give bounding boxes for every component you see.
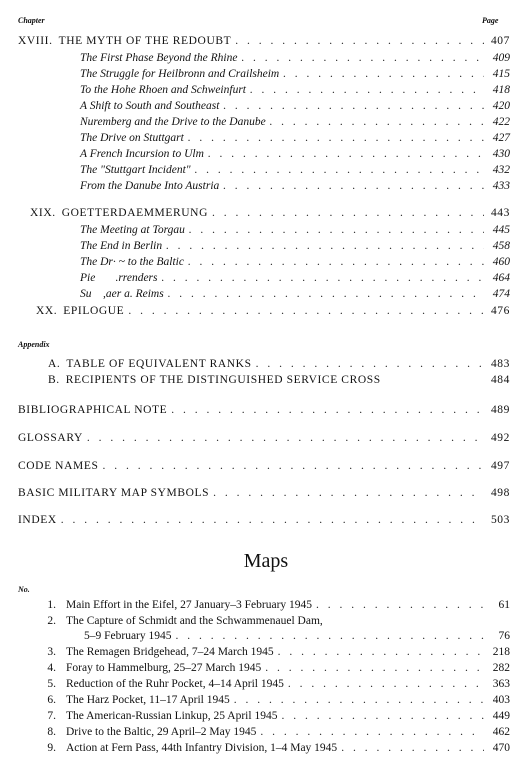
leader-dots (277, 709, 484, 723)
chapter-title: GOETTERDAEMMERUNG (61, 207, 208, 219)
back-matter-title: GLOSSARY (18, 432, 83, 444)
section-title: Nuremberg and the Drive to the Danube (80, 116, 266, 128)
map-number: 1. (47, 599, 56, 611)
toc-bibliographical-note[interactable] (18, 403, 510, 417)
page-number: 420 (492, 100, 510, 112)
back-matter-title: BASIC MILITARY MAP SYMBOLS (18, 487, 210, 499)
toc-glossary[interactable] (18, 431, 510, 445)
leader-dots (209, 486, 484, 500)
maps-heading: Maps (243, 550, 289, 572)
leader-dots (57, 513, 484, 527)
section-title: The Meeting at Torgau (80, 224, 185, 236)
leader-dots (184, 131, 484, 145)
toc-section[interactable] (80, 147, 510, 161)
page-number: 489 (490, 404, 510, 416)
back-matter-title: CODE NAMES (18, 460, 99, 472)
map-entry[interactable] (40, 614, 510, 628)
page-number: 458 (492, 240, 510, 252)
appendix-letter: B. (48, 374, 60, 386)
toc-map-symbols[interactable] (18, 486, 510, 500)
toc-chapter-18[interactable] (18, 34, 510, 48)
section-title: A Shift to South and Southeast (80, 100, 220, 112)
leader-dots (83, 431, 484, 445)
page-number: 476 (490, 305, 510, 317)
leader-dots (124, 304, 484, 318)
map-number: 7. (47, 710, 56, 722)
map-title: The Harz Pocket, 11–17 April 1945 (66, 694, 230, 706)
map-number: 3. (47, 646, 56, 658)
page-number: 422 (492, 116, 510, 128)
toc-chapter-19[interactable] (30, 206, 510, 220)
page-number: 61 (498, 599, 510, 611)
page-number: 484 (490, 374, 510, 386)
leader-dots (284, 677, 484, 691)
map-title: Reduction of the Ruhr Pocket, 4–14 April 1945 (66, 678, 284, 690)
page-number: 462 (492, 726, 510, 738)
toc-section[interactable] (80, 67, 510, 81)
map-entry[interactable] (40, 661, 510, 675)
toc-section[interactable] (80, 51, 510, 65)
leader-dots (185, 223, 484, 237)
page-number: 430 (492, 148, 510, 160)
page-number: 218 (492, 646, 510, 658)
map-number: 9. (47, 742, 56, 754)
leader-dots (246, 83, 484, 97)
page-number: 427 (492, 132, 510, 144)
page-number: 445 (492, 224, 510, 236)
leader-dots (158, 271, 484, 285)
page-number: 363 (492, 678, 510, 690)
map-title: Main Effort in the Eifel, 27 January–3 February 1945 (66, 599, 313, 611)
leader-dots (208, 206, 484, 220)
section-title: The First Phase Beyond the Rhine (80, 52, 238, 64)
leader-dots (312, 598, 484, 612)
toc-code-names[interactable] (18, 459, 510, 473)
toc-section[interactable] (80, 131, 510, 145)
toc-section[interactable] (80, 239, 510, 253)
section-title: The Drive on Stuttgart (80, 132, 184, 144)
map-title: Action at Fern Pass, 44th Infantry Division, 1–4 May 1945 (66, 742, 338, 754)
page-number: 407 (490, 35, 510, 47)
map-entry[interactable] (40, 693, 510, 707)
map-entry[interactable] (40, 709, 510, 723)
map-number: 2. (47, 615, 56, 627)
leader-dots (274, 645, 484, 659)
section-title: To the Hohe Rhoen and Schweinfurt (80, 84, 246, 96)
map-title: The Capture of Schmidt and the Schwammenauel Dam, (66, 615, 323, 627)
toc-section[interactable] (80, 83, 510, 97)
page-number: 282 (492, 662, 510, 674)
page-number: 415 (492, 68, 510, 80)
toc-index[interactable] (18, 513, 510, 527)
section-title: Pie .rrenders (80, 272, 158, 284)
map-number: 5. (47, 678, 56, 690)
page-number: 470 (492, 742, 510, 754)
page-number: 418 (492, 84, 510, 96)
toc-section[interactable] (80, 115, 510, 129)
section-title: Su ,aer a. Reims (80, 288, 164, 300)
page-column-label: Page (482, 16, 499, 25)
map-title-continued: 5–9 February 1945 (84, 630, 172, 642)
toc-section[interactable] (80, 287, 510, 301)
appendix-letter: A. (48, 358, 61, 370)
appendix-label: Appendix (18, 340, 50, 349)
map-entry[interactable] (40, 598, 510, 612)
section-title: The Struggle for Heilbronn and Crailsheim (80, 68, 280, 80)
leader-dots (219, 99, 484, 113)
map-entry[interactable] (40, 725, 510, 739)
leader-dots (266, 115, 484, 129)
page-number: 432 (492, 164, 510, 176)
leader-dots (237, 51, 484, 65)
leader-dots (219, 179, 484, 193)
section-title: A French Incursion to Ulm (80, 148, 204, 160)
page-number: 498 (490, 487, 510, 499)
page-number: 460 (492, 256, 510, 268)
leader-dots (279, 67, 484, 81)
map-entry-continuation[interactable] (84, 629, 510, 643)
leader-dots (184, 255, 484, 269)
map-entry[interactable] (40, 741, 510, 755)
section-title: The Dr· ~ to the Baltic (80, 256, 184, 268)
chapter-title: EPILOGUE (63, 305, 125, 317)
leader-dots (162, 239, 484, 253)
leader-dots (172, 629, 484, 643)
map-number: 4. (47, 662, 56, 674)
toc-section[interactable] (80, 223, 510, 237)
leader-dots (164, 287, 484, 301)
toc-section[interactable] (80, 163, 510, 177)
toc-section[interactable] (80, 271, 510, 285)
map-title: Foray to Hammelburg, 25–27 March 1945 (66, 662, 262, 674)
toc-section[interactable] (80, 99, 510, 113)
map-number: 8. (47, 726, 56, 738)
page-number: 403 (492, 694, 510, 706)
leader-dots (261, 661, 484, 675)
map-entry[interactable] (40, 645, 510, 659)
appendix-title: RECIPIENTS OF THE DISTINGUISHED SERVICE CROSS (65, 374, 381, 386)
toc-chapter-20[interactable] (36, 304, 510, 318)
chapter-number: XX. (36, 305, 58, 317)
map-number-label: No. (18, 585, 30, 594)
page-number: 474 (492, 288, 510, 300)
section-title: From the Danube Into Austria (80, 180, 220, 192)
map-title: Drive to the Baltic, 29 April–2 May 1945 (66, 726, 257, 738)
leader-dots (167, 403, 484, 417)
page-number: 483 (490, 358, 510, 370)
toc-section[interactable] (80, 255, 510, 269)
leader-dots (252, 357, 484, 371)
appendix-title: TABLE OF EQUIVALENT RANKS (66, 358, 252, 370)
page-number: 497 (490, 460, 510, 472)
map-number: 6. (47, 694, 56, 706)
page-number: 449 (492, 710, 510, 722)
page-number: 409 (492, 52, 510, 64)
chapter-column-label: Chapter (18, 16, 45, 25)
leader-dots (337, 741, 484, 755)
back-matter-title: INDEX (18, 514, 57, 526)
map-title: The Remagen Bridgehead, 7–24 March 1945 (66, 646, 274, 658)
map-title: The American-Russian Linkup, 25 April 1945 (66, 710, 278, 722)
page-number: 443 (490, 207, 510, 219)
section-title: The "Stuttgart Incident" (80, 164, 191, 176)
chapter-title: THE MYTH OF THE REDOUBT (58, 35, 232, 47)
back-matter-title: BIBLIOGRAPHICAL NOTE (18, 404, 168, 416)
page-number: 503 (490, 514, 510, 526)
leader-dots (230, 693, 484, 707)
page-number: 76 (498, 630, 510, 642)
page-number: 464 (492, 272, 510, 284)
leader-dots (98, 459, 484, 473)
chapter-number: XVIII. (18, 35, 53, 47)
leader-dots (231, 34, 484, 48)
toc-appendix-b[interactable] (48, 373, 510, 387)
chapter-number: XIX. (30, 207, 56, 219)
toc-section[interactable] (80, 179, 510, 193)
page-number: 492 (490, 432, 510, 444)
toc-appendix-a[interactable] (48, 357, 510, 371)
leader-dots (256, 725, 484, 739)
leader-dots (204, 147, 484, 161)
section-title: The End in Berlin (80, 240, 163, 252)
page-number: 433 (492, 180, 510, 192)
map-entry[interactable] (40, 677, 510, 691)
leader-dots (191, 163, 484, 177)
